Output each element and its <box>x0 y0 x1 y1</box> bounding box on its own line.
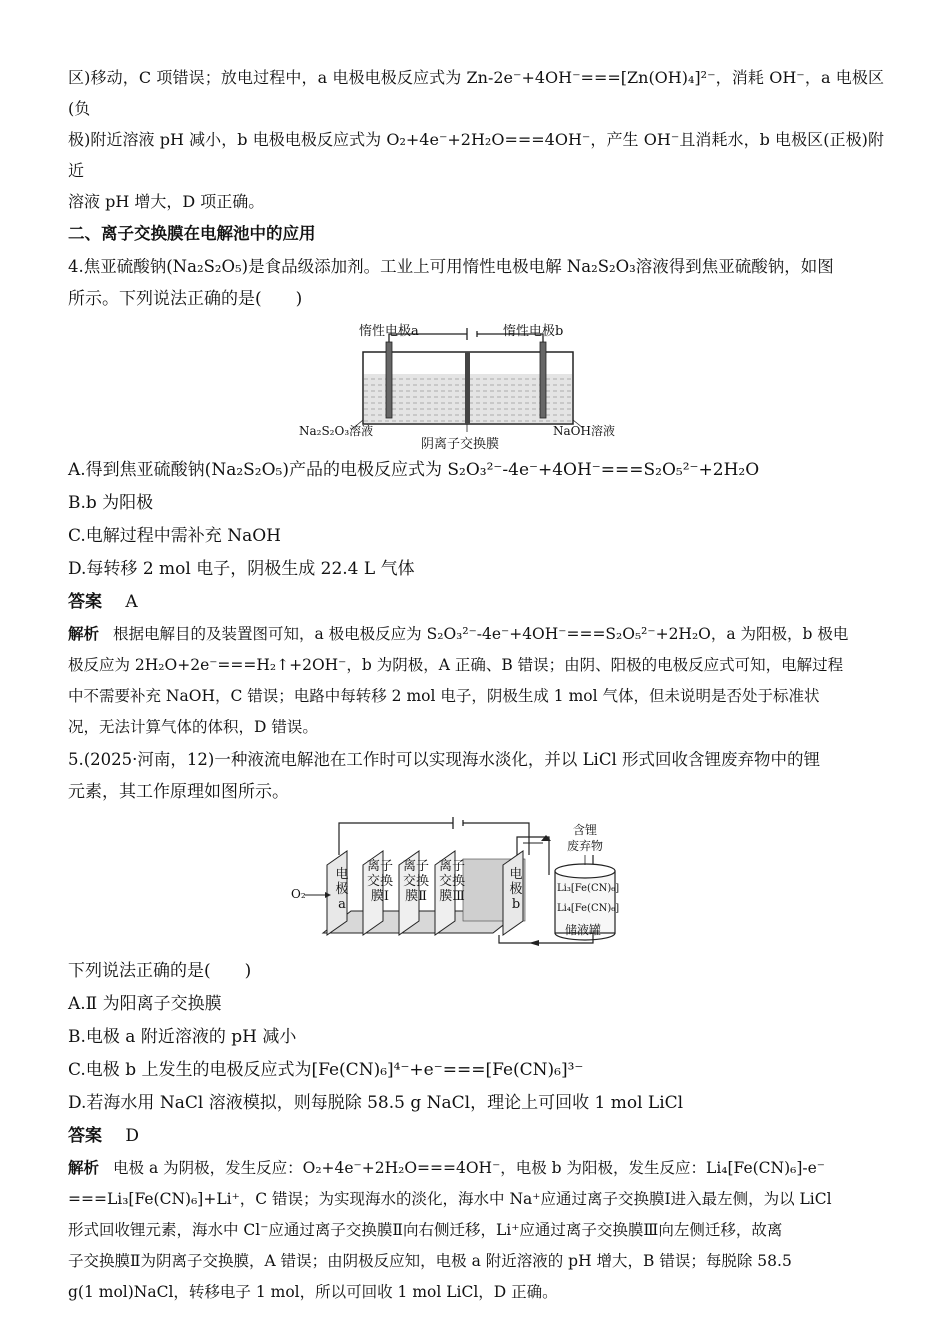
intro-line: 区)移动，C 项错误；放电过程中，a 电极电极反应式为 Zn-2e⁻+4OH⁻===[Zn(OH)₄]²⁻，消耗 OH⁻，a 电极区(负 <box>68 68 884 118</box>
q5-tank-label: 储液罐 <box>565 923 602 937</box>
q5-answer <box>68 1120 884 1153</box>
q5-electrode-a-label: 电极a <box>335 867 349 912</box>
q5-flow-cell-diagram <box>291 815 633 951</box>
q5-analysis-line: ===Li₃[Fe(CN)₆]+Li⁺，C 错误；为实现海水的淡化，海水中 Na⁺应通过离子交换膜Ⅰ进入最左侧，为以 LiCl <box>68 1190 832 1208</box>
answer-tag: 答案 <box>68 1126 102 1146</box>
q5-analysis-line: 形式回收锂元素，海水中 Cl⁻应通过离子交换膜Ⅱ向右侧迁移，Li⁺应通过离子交换膜Ⅲ向左侧迁移，故离 <box>68 1221 783 1239</box>
q4-option-a: A.得到焦亚硫酸钠(Na₂S₂O₅)产品的电极反应式为 S₂O₃²⁻-4e⁻+4OH⁻===S₂O₅²⁻+2H₂O <box>68 460 760 480</box>
q5-o2-label: O₂ <box>291 887 306 901</box>
q5-option-d: D.若海水用 NaCl 溶液模拟，则每脱除 58.5 g NaCl，理论上可回收 1 mol LiCl <box>68 1093 684 1113</box>
q4-right-solution-label: NaOH溶液 <box>553 424 615 438</box>
q5-option-a: A.Ⅱ 为阳离子交换膜 <box>68 994 222 1014</box>
q4-option-b: B.b 为阳极 <box>68 493 154 513</box>
q5-electrode-b-label: 电极b <box>509 867 523 912</box>
q5-stem-line: 元素，其工作原理如图所示。 <box>68 782 289 802</box>
q4-analysis-line: 况，无法计算气体的体积，D 错误。 <box>68 718 318 736</box>
q5-analysis <box>68 1153 884 1308</box>
q4-electrolysis-diagram <box>299 322 631 452</box>
q5-membrane-1-label: 离子交换膜Ⅰ <box>366 859 393 904</box>
q4-stem-line: 4.焦亚硫酸钠(Na₂S₂O₅)是食品级添加剂。工业上可用惰性电极电解 Na₂S₂O₃溶液得到焦亚硫酸钠，如图 <box>68 257 834 276</box>
q4-option-c: C.电解过程中需补充 NaOH <box>68 526 281 546</box>
q4-option-d: D.每转移 2 mol 电子，阴极生成 22.4 L 气体 <box>68 559 415 579</box>
q5-stem-line: 5.(2025·河南，12)一种液流电解池在工作时可以实现海水淡化，并以 LiCl 形式回收含锂废弃物中的锂 <box>68 750 820 769</box>
q4-analysis-line <box>68 619 884 650</box>
analysis-tag: 解析 <box>68 1159 100 1177</box>
q5-tank-species-2: Li₄[Fe(CN)₆] <box>557 903 620 914</box>
q5-waste-label-top: 含锂 <box>573 823 598 837</box>
intro-line: 溶液 pH 增大，D 项正确。 <box>68 192 265 211</box>
document-page <box>68 62 884 1308</box>
q4-electrode-a-label: 惰性电极a <box>359 324 419 339</box>
q5-analysis-line: 子交换膜Ⅱ为阴离子交换膜，A 错误；由阴极反应知，电极 a 附近溶液的 pH 增大，B 错误；每脱除 58.5 <box>68 1252 792 1270</box>
analysis-text: 电极 a 为阴极，发生反应：O₂+4e⁻+2H₂O===4OH⁻，电极 b 为阳极，发生反应：Li₄[Fe(CN)₆]-e⁻ <box>113 1159 825 1177</box>
q4-analysis <box>68 619 884 743</box>
section-heading: 二、离子交换膜在电解池中的应用 <box>68 224 316 243</box>
q5-membrane-3-label: 离子交换膜Ⅲ <box>438 859 465 904</box>
q5-option-c: C.电极 b 上发生的电极反应式为[Fe(CN)₆]⁴⁻+e⁻===[Fe(CN)₆]³⁻ <box>68 1060 584 1080</box>
intro-line: 极)附近溶液 pH 减小，b 电极电极反应式为 O₂+4e⁻+2H₂O===4OH⁻，产生 OH⁻且消耗水，b 电极区(正极)附近 <box>68 130 884 180</box>
q4-stem-line: 所示。下列说法正确的是( ) <box>68 289 303 309</box>
q4-analysis-line: 极反应为 2H₂O+2e⁻===H₂↑+2OH⁻，b 为阴极，A 正确、B 错误；由阴、阳极的电极反应式可知，电解过程 <box>68 656 844 674</box>
answer-value: D <box>125 1126 140 1146</box>
q5-option-b: B.电极 a 附近溶液的 pH 减小 <box>68 1027 297 1047</box>
answer-tag: 答案 <box>68 592 102 612</box>
q5-question: 下列说法正确的是( ) <box>68 961 252 981</box>
q5-waste-label-bottom: 废弃物 <box>567 839 604 853</box>
q4-answer <box>68 586 884 619</box>
q4-electrode-b-label: 惰性电极b <box>503 324 564 339</box>
analysis-text: 根据电解目的及装置图可知，a 极电极反应为 S₂O₃²⁻-4e⁻+4OH⁻===S₂O₅²⁻+2H₂O，a 为阳极，b 极电 <box>113 625 849 643</box>
analysis-tag: 解析 <box>68 625 100 643</box>
q4-membrane-label: 阴离子交换膜 <box>421 437 500 452</box>
q5-analysis-line: g(1 mol)NaCl，转移电子 1 mol，所以可回收 1 mol LiCl，D 正确。 <box>68 1283 558 1301</box>
q5-membrane-2-label: 离子交换膜Ⅱ <box>402 859 429 904</box>
q5-tank-species-1: Li₃[Fe(CN)₆] <box>557 883 620 894</box>
q4-left-solution-label: Na₂S₂O₃溶液 <box>299 424 374 438</box>
q4-analysis-line: 中不需要补充 NaOH，C 错误；电路中每转移 2 mol 电子，阴极生成 1 mol 气体，但未说明是否处于标准状 <box>68 687 820 705</box>
answer-value: A <box>125 592 138 612</box>
q5-analysis-line <box>68 1153 884 1184</box>
